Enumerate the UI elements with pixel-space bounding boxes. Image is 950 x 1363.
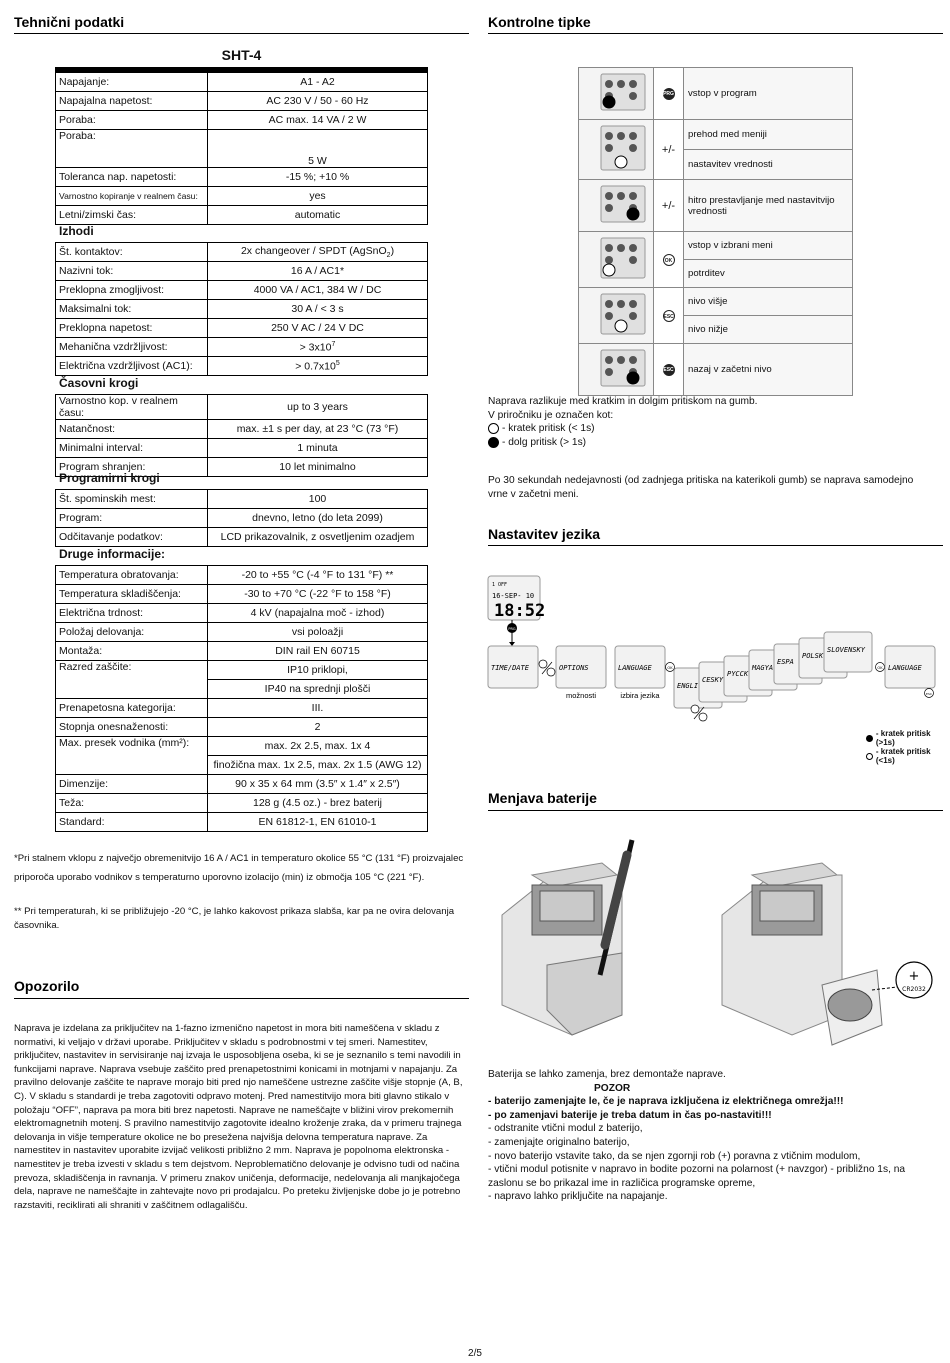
control-key: [654, 288, 684, 344]
control-key: [654, 180, 684, 232]
spec-value: [208, 737, 428, 756]
control-description: nivo višje: [684, 288, 853, 316]
control-description: potrditev: [684, 260, 853, 288]
lcd-top: 1 OFF: [492, 582, 508, 588]
footnote-1: *Pri stalnem vklopu z največjo obremenitvijo 16 A / AC1 in temperaturo okolice 55 °C (131 °F) proizvajalec priporoča uporabo vodnikov s temperaturno uporovno izolacijo (min) iz območja 105 °C (221 °F).: [14, 853, 464, 883]
spec-row: [56, 300, 428, 319]
spec-value-text: 100: [308, 493, 327, 505]
spec-value: [208, 509, 428, 528]
spec-value-text: max. ±1 s per day, at 23 °C (73 °F): [236, 423, 399, 435]
spec-value: [208, 623, 428, 642]
spec-value: [208, 490, 428, 509]
battery-step: - odstranite vtični modul z baterijo,: [488, 1123, 643, 1135]
spec-label: Preklopna napetost:: [56, 319, 208, 338]
spec-value: [208, 206, 428, 225]
battery-warning-1: - baterijo zamenjajte le, če je naprava izključena iz električnega omrežja!!!: [488, 1096, 844, 1108]
spec-value-text: A1 - A2: [300, 76, 335, 88]
spec-row: [56, 92, 428, 111]
spec-value-sup: 5: [335, 359, 340, 367]
plus-minus-icon: +/-: [661, 199, 676, 212]
battery-step: - zamenjajte originalno baterijo,: [488, 1136, 630, 1148]
spec-value-tail: ): [390, 244, 395, 257]
legend-short-label: - kratek pritisk (< 1s): [502, 423, 595, 435]
control-row: [579, 68, 853, 120]
control-description: nivo nižje: [684, 316, 853, 344]
language-card-label: SLOVENSKY: [827, 646, 865, 654]
language-card-label: ESPA: [777, 658, 794, 666]
spec-value-text: 4 kV (napajalna moč - izhod): [250, 607, 385, 619]
spec-table-main: [55, 72, 428, 225]
control-row: [579, 120, 853, 150]
spec-label: Program shranjen:: [56, 458, 208, 477]
spec-value-text: IP10 priklopi,: [287, 664, 348, 676]
spec-label: Mehanična vzdržljivost:: [56, 338, 208, 357]
spec-row: [56, 130, 428, 168]
short-press-icon: [866, 753, 873, 760]
esc-icon-label: ESC: [926, 692, 932, 696]
footnote-2: ** Pri temperaturah, ki se približujejo -20 °C, je lahko kakovost prikaza slabša, kar pa ne ovira delovanja časovnika.: [14, 906, 455, 931]
spec-value-text: -30 to +70 °C (-22 °F to 158 °F): [244, 588, 391, 600]
language-card-label: POLSK: [802, 652, 824, 660]
spec-value: [208, 130, 428, 168]
spec-label: Električna vzdržljivost (AC1):: [56, 357, 208, 376]
spec-value: [208, 243, 428, 262]
spec-value: [208, 718, 428, 737]
battery-instructions: [488, 1068, 928, 1204]
spec-row: [56, 420, 428, 439]
spec-label: Maksimalni tok:: [56, 300, 208, 319]
esc-icon: ESC: [663, 364, 675, 376]
group-title-time: Časovni krogi: [59, 376, 139, 390]
spec-label: Varnostno kopiranje v realnem času:: [56, 187, 208, 206]
divider: [488, 810, 943, 811]
spec-label: Napajalna napetost:: [56, 92, 208, 111]
spec-value-text: 250 V AC / 24 V DC: [271, 322, 364, 334]
spec-row: [56, 395, 428, 420]
spec-row: [56, 319, 428, 338]
language-card-label: CESKY: [702, 676, 724, 684]
spec-value-text: yes: [309, 190, 326, 202]
language-diagram: [484, 572, 944, 742]
spec-value: [208, 338, 428, 357]
divider: [14, 33, 469, 34]
divider: [488, 545, 943, 546]
spec-label: Varnostno kop. v realnem času:: [56, 395, 208, 420]
spec-value-text: -20 to +55 °C (-4 °F to 131 °F) **: [241, 569, 394, 581]
press-info-line1: Naprava razlikuje med kratkim in dolgim pritiskom na gumb.: [488, 396, 758, 407]
spec-label: Napajanje:: [56, 73, 208, 92]
spec-row: [56, 490, 428, 509]
spec-label: Poraba:: [56, 130, 208, 168]
spec-value: [208, 699, 428, 718]
spec-label: Položaj delovanja:: [56, 623, 208, 642]
spec-value-text: 2: [314, 721, 321, 733]
spec-label: Temperatura skladiščenja:: [56, 585, 208, 604]
spec-row: [56, 281, 428, 300]
language-card: [824, 632, 872, 672]
spec-value: [208, 439, 428, 458]
plus-minus-icon: +/-: [661, 143, 676, 156]
control-illustration: [579, 68, 654, 120]
spec-value: [208, 794, 428, 813]
spec-row: [56, 338, 428, 357]
spec-value-text: 5 W: [308, 155, 327, 167]
lcd-time: 18:52: [494, 601, 546, 621]
control-illustration: [579, 344, 654, 396]
spec-label: Prenapetosna kategorija:: [56, 699, 208, 718]
spec-value-text: -15 %; +10 %: [285, 171, 350, 183]
spec-row: [56, 718, 428, 737]
timeout-info: Po 30 sekundah nedejavnosti (od zadnjega pritiska na katerikoli gumb) se naprava samodejno vrne v začetni meni.: [488, 475, 914, 500]
spec-value: [208, 813, 428, 832]
spec-value-text: up to 3 years: [287, 401, 348, 413]
group-title-other: Druge informacije:: [59, 547, 166, 561]
lcd-date: 16-SEP- 10: [492, 592, 535, 600]
battery-step: - novo baterijo vstavite tako, da se njen zgornji rob (+) poravna z vtičnim modulom,: [488, 1150, 861, 1162]
divider: [488, 33, 943, 34]
spec-row: [56, 509, 428, 528]
spec-value-text: 30 A / < 3 s: [291, 303, 344, 315]
prg-icon-label: PRG: [508, 627, 516, 631]
section-title-warning: Opozorilo: [14, 978, 80, 994]
spec-value-text: > 3x10: [299, 341, 332, 354]
spec-value-text: > 0.7x10: [295, 360, 336, 373]
control-illustration: [579, 120, 654, 180]
control-illustration: [579, 288, 654, 344]
spec-value-text: AC max. 14 VA / 2 W: [268, 114, 367, 126]
long-press-icon: [488, 437, 499, 448]
spec-label: Program:: [56, 509, 208, 528]
keypad-icon: [579, 68, 653, 116]
keypad-icon: [579, 288, 653, 340]
control-key: [654, 120, 684, 180]
spec-label: Stopnja onesnaženosti:: [56, 718, 208, 737]
group-title-program: Programirni krogi: [59, 471, 160, 485]
spec-row: [56, 243, 428, 262]
spec-row: [56, 439, 428, 458]
screen-options: [556, 646, 606, 688]
keypad-icon: [579, 120, 653, 176]
press-info-line2: V priročniku je označen kot:: [488, 409, 614, 421]
esc-icon: ESC: [663, 310, 675, 322]
spec-row: [56, 623, 428, 642]
spec-label: Št. kontaktov:: [56, 243, 208, 262]
spec-row: [56, 813, 428, 832]
spec-label: Letni/zimski čas:: [56, 206, 208, 225]
section-title-controls: Kontrolne tipke: [488, 14, 591, 30]
spec-label: Max. presek vodnika (mm²):: [56, 737, 208, 775]
spec-row: [56, 357, 428, 376]
spec-label: Odčitavanje podatkov:: [56, 528, 208, 547]
arrow-head: [509, 642, 515, 646]
control-row: [579, 232, 853, 260]
spec-value: finožična max. 1x 2.5, max. 2x 1.5 (AWG 12): [208, 756, 428, 775]
spec-value-text: 4000 VA / AC1, 384 W / DC: [253, 284, 382, 296]
spec-value: [208, 168, 428, 187]
spec-table-program: [55, 489, 428, 547]
spec-row: [56, 661, 428, 680]
control-description: vstop v program: [684, 68, 853, 120]
plus-minus-icon: [539, 660, 555, 676]
screen-time-date: [488, 646, 538, 688]
spec-value-text: LCD prikazovalnik, z osvetljenim ozadjem: [220, 531, 415, 543]
control-key: [654, 232, 684, 288]
spec-table-outputs: [55, 242, 428, 376]
spec-label: Razred zaščite:: [56, 661, 208, 699]
spec-value: [208, 604, 428, 623]
spec-value: [208, 395, 428, 420]
spec-value-text: automatic: [294, 209, 341, 221]
spec-row: [56, 73, 428, 92]
screen-label: OPTIONS: [559, 664, 589, 672]
spec-label: Montaža:: [56, 642, 208, 661]
language-stack: [674, 632, 872, 708]
spec-label: Preklopna zmogljivost:: [56, 281, 208, 300]
spec-row: [56, 168, 428, 187]
long-press-icon: [866, 735, 873, 742]
control-row: [579, 344, 853, 396]
spec-row: [56, 642, 428, 661]
spec-value-text: DIN rail EN 60715: [275, 645, 360, 657]
legend-long-label: - dolg pritisk (> 1s): [502, 436, 587, 448]
language-card-label: ENGLI: [677, 682, 699, 690]
legend-long-label: - kratek pritisk (>1s): [875, 729, 931, 747]
spec-label: Standard:: [56, 813, 208, 832]
spec-value: IP40 na sprednji plošči: [208, 680, 428, 699]
spec-value-text: 1 minuta: [297, 442, 338, 454]
spec-value-text: 128 g (4.5 oz.) - brez baterij: [253, 797, 382, 809]
spec-row: [56, 528, 428, 547]
spec-value: [208, 111, 428, 130]
spec-label: Teža:: [56, 794, 208, 813]
spec-value-text: vsi poloažji: [291, 626, 344, 638]
caption-options: možnosti: [565, 691, 597, 700]
spec-row: [56, 187, 428, 206]
spec-value-text: III.: [311, 702, 324, 714]
control-description: prehod med meniji: [684, 120, 853, 150]
battery-step: - napravo lahko priključite na napajanje.: [488, 1191, 668, 1203]
control-key: [654, 68, 684, 120]
caption-language: izbira jezika: [620, 691, 660, 700]
spec-value: [208, 528, 428, 547]
battery-plus: +: [908, 969, 920, 984]
screen-label: LANGUAGE: [888, 664, 922, 672]
prg-icon: PRG: [663, 88, 675, 100]
ok-icon-label: OK: [877, 666, 883, 670]
device-with-battery: [722, 863, 932, 1045]
control-description: vstop v izbrani meni: [684, 232, 853, 260]
spec-label: Natančnost:: [56, 420, 208, 439]
press-info: [488, 395, 928, 449]
spec-value: [208, 775, 428, 794]
spec-value-text: AC 230 V / 50 - 60 Hz: [266, 95, 369, 107]
legend-long: [488, 436, 928, 450]
spec-label: Toleranca nap. napetosti:: [56, 168, 208, 187]
spec-value: [208, 281, 428, 300]
spec-row: [56, 262, 428, 281]
section-title-language: Nastavitev jezika: [488, 526, 601, 542]
spec-row: [56, 699, 428, 718]
section-title-battery: Menjava baterije: [488, 790, 597, 806]
spec-value-text: 90 x 35 x 64 mm (3.5″ x 1.4″ x 2.5″): [235, 778, 400, 790]
screen-language: [615, 646, 665, 688]
battery-type: CR2032: [902, 986, 926, 993]
short-press-icon: [488, 423, 499, 434]
legend-short: [488, 422, 928, 436]
keypad-icon: [579, 232, 653, 284]
spec-label: Električna trdnost:: [56, 604, 208, 623]
spec-row: [56, 206, 428, 225]
spec-value-text: 2x changeover / SPDT (AgSnO: [240, 244, 387, 257]
spec-value: [208, 262, 428, 281]
keypad-icon: [579, 344, 653, 392]
control-description: hitro prestavljanje med nastavitvijo vrednosti: [684, 180, 853, 232]
spec-value: [208, 300, 428, 319]
spec-value-sub: 2: [386, 252, 391, 260]
spec-label: Dimenzije:: [56, 775, 208, 794]
spec-value-sup: 7: [331, 340, 336, 348]
battery-step: - vtični modul potisnite v napravo in bodite pozorni na polarnost (+ navzgor) - približno 1s, na zaslonu se bo prikazal ime in različica programske opreme,: [488, 1164, 906, 1189]
control-row: [579, 180, 853, 232]
spec-value: [208, 319, 428, 338]
spec-value: [208, 420, 428, 439]
spec-row: [56, 585, 428, 604]
ok-icon: OK: [663, 254, 675, 266]
spec-value: [208, 585, 428, 604]
page-number: 2/5: [468, 1348, 482, 1359]
warning-text: Naprava je izdelana za priključitev na 1-fazno izmenično napetost in mora biti nameščena v skladu z normativi, ki veljajo v državi uporabe. Priključitev v skladu s podrobnostmi v tej smeri. Namestitev, priključitev, nastavitev in servisiranje naj izvaja le usposobljena oseba, ki se je seznanilo s temi navodili in funkcijami naprave. Naprava vsebuje zaščito pred prenapetostnimi konicami in motnjami v napajanju. Za pravilno delovanje zaščite te naprave morajo biti pred njo nameščene ustrezne zaščite višje stopnje (A, B, C). V skladu s standardi je treba zagotoviti odpravo motenj. Pred namestitvijo mora biti glavno stikalo v položaju “OFF”, naprava pa mora biti brez napetosti. Naprave ne nameščajte v bližini virov prekomernih elektromagnetnih motenj. S pravilno namestitvijo zagotovite idealno kroženje zraka, da v primeru trajnega delovanja in višje temperature okolice ne bo presežena najvišja delovna temperatura naprave. Za namestitev in nastavitev uporabite izvijač velikosti približno 2 mm. Naprava je popolnoma elektronska - namestitev je treba izvesti v skladu s tem dejstvom. Neproblematično delovanje je odvisno tudi od načina prevoza, skladiščenja in ravnanja. V primeru znakov uničenja, deformacije, nedelovanja ali manjkajočega dela, naprave ne nameščajte in zahtevajte novo pri prodajalcu. Po preteku življenjske dobe jo je potrebno razstaviti, reciklirati ali shraniti v zaščitnem odlagališču.: [14, 1023, 463, 1211]
spec-table-time: [55, 394, 428, 477]
spec-value: [208, 566, 428, 585]
language-card-label: PYCCK: [727, 670, 749, 678]
battery-illustration: [492, 835, 942, 1065]
spec-value-text: 10 let minimalno: [279, 461, 356, 473]
keypad-icon: [579, 180, 653, 228]
language-card-label: MAGYA: [752, 664, 774, 672]
legend-short-label: - kratek pritisk (<1s): [875, 747, 931, 765]
control-description: nastavitev vrednosti: [684, 150, 853, 180]
spec-value: [208, 187, 428, 206]
spec-value: [208, 458, 428, 477]
language-legend: [866, 729, 950, 765]
controls-table: [578, 67, 853, 396]
spec-row: [56, 566, 428, 585]
spec-value: [208, 357, 428, 376]
divider: [14, 998, 469, 999]
spec-value: [208, 642, 428, 661]
model-title: SHT-4: [221, 47, 262, 63]
control-row: [579, 288, 853, 316]
spec-row: [56, 794, 428, 813]
spec-row: [56, 737, 428, 756]
control-description: nazaj v začetni nivo: [684, 344, 853, 396]
battery-steps: [488, 1122, 928, 1204]
spec-value: [208, 92, 428, 111]
battery-warning-2: - po zamenjavi baterije je treba datum in čas po-nastaviti!!!: [488, 1109, 772, 1121]
device-with-screwdriver: [502, 840, 632, 1035]
spec-value-text: dnevno, letno (do leta 2099): [252, 512, 383, 524]
spec-row: [56, 111, 428, 130]
spec-label: Temperatura obratovanja:: [56, 566, 208, 585]
spec-label: Št. spominskih mest:: [56, 490, 208, 509]
spec-value-text: EN 61812-1, EN 61010-1: [258, 816, 377, 828]
control-illustration: [579, 180, 654, 232]
spec-label: Minimalni interval:: [56, 439, 208, 458]
spec-value: [208, 661, 428, 680]
spec-value-text: max. 2x 2.5, max. 1x 4: [264, 740, 371, 752]
battery-pozor: POZOR: [594, 1082, 631, 1094]
screen-label: TIME/DATE: [491, 664, 529, 672]
spec-row: [56, 775, 428, 794]
spec-value-text: 16 A / AC1*: [290, 265, 345, 277]
spec-value: [208, 73, 428, 92]
screen-label: LANGUAGE: [618, 664, 652, 672]
spec-label: Nazivni tok:: [56, 262, 208, 281]
spec-label: Poraba:: [56, 111, 208, 130]
spec-table-other: [55, 565, 428, 832]
control-illustration: [579, 232, 654, 288]
battery-intro: Baterija se lahko zamenja, brez demontaže naprave.: [488, 1069, 726, 1080]
spec-row: [56, 604, 428, 623]
screen-language-final: [885, 646, 935, 688]
group-title-outputs: Izhodi: [59, 224, 94, 238]
ok-icon-label: OK: [667, 666, 673, 670]
section-title-tech: Tehnični podatki: [14, 14, 125, 30]
control-key: [654, 344, 684, 396]
